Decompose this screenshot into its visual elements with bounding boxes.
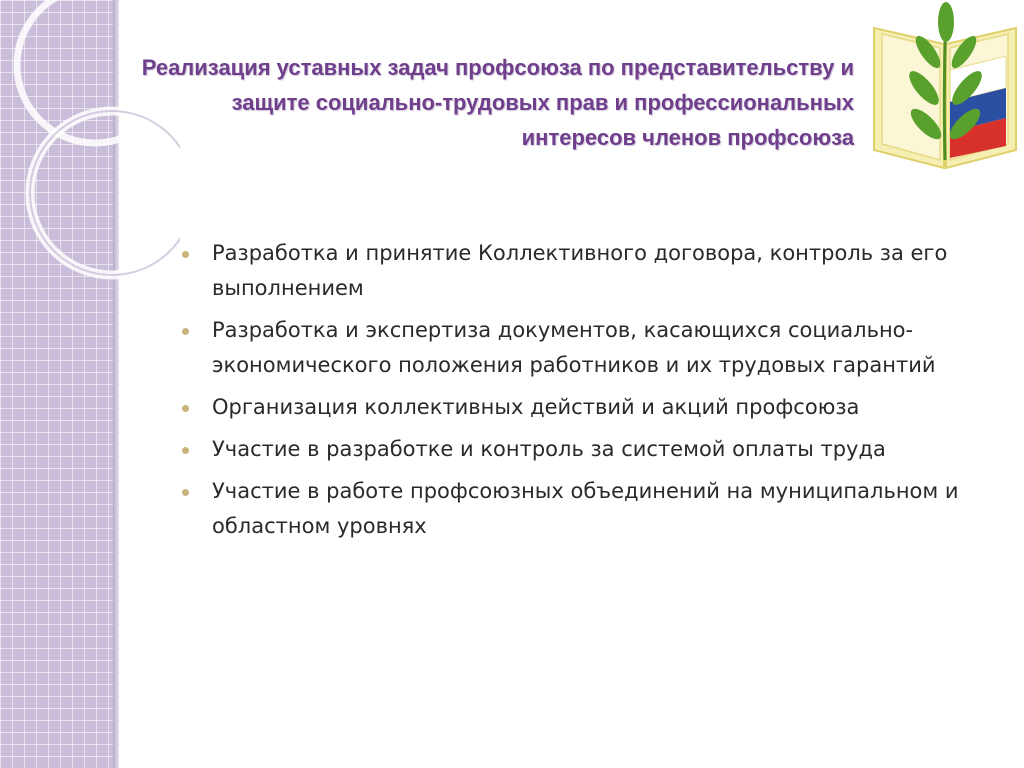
bullet-marker-icon [182, 328, 189, 335]
bullet-item [180, 474, 990, 544]
bullet-text: Участие в работе профсоюзных объединений на муниципальном и областном уровнях [212, 479, 959, 538]
bullet-text: Разработка и принятие Коллективного договора, контроль за его выполнением [212, 241, 948, 300]
bullet-text: Разработка и экспертиза документов, касающихся социально-экономического положения работников и их трудовых гарантий [212, 318, 936, 377]
slide-title: Реализация уставных задач профсоюза по представительству и защите социально-трудовых прав и профессиональных интересов членов профсоюза [141, 55, 854, 150]
union-emblem-icon [866, 0, 1024, 172]
bullet-item [180, 236, 990, 306]
bullet-item [180, 432, 990, 467]
bullet-text: Участие в разработке и контроль за системой оплаты труда [212, 437, 886, 461]
bullet-marker-icon [182, 405, 189, 412]
bullet-marker-icon [182, 489, 189, 496]
leaf-top [938, 2, 954, 42]
bullet-marker-icon [182, 251, 189, 258]
bullet-item [180, 313, 990, 383]
bullet-marker-icon [182, 447, 189, 454]
bullet-item [180, 390, 990, 425]
bullet-list [180, 236, 990, 551]
bullet-text: Организация коллективных действий и акций профсоюза [212, 395, 860, 419]
